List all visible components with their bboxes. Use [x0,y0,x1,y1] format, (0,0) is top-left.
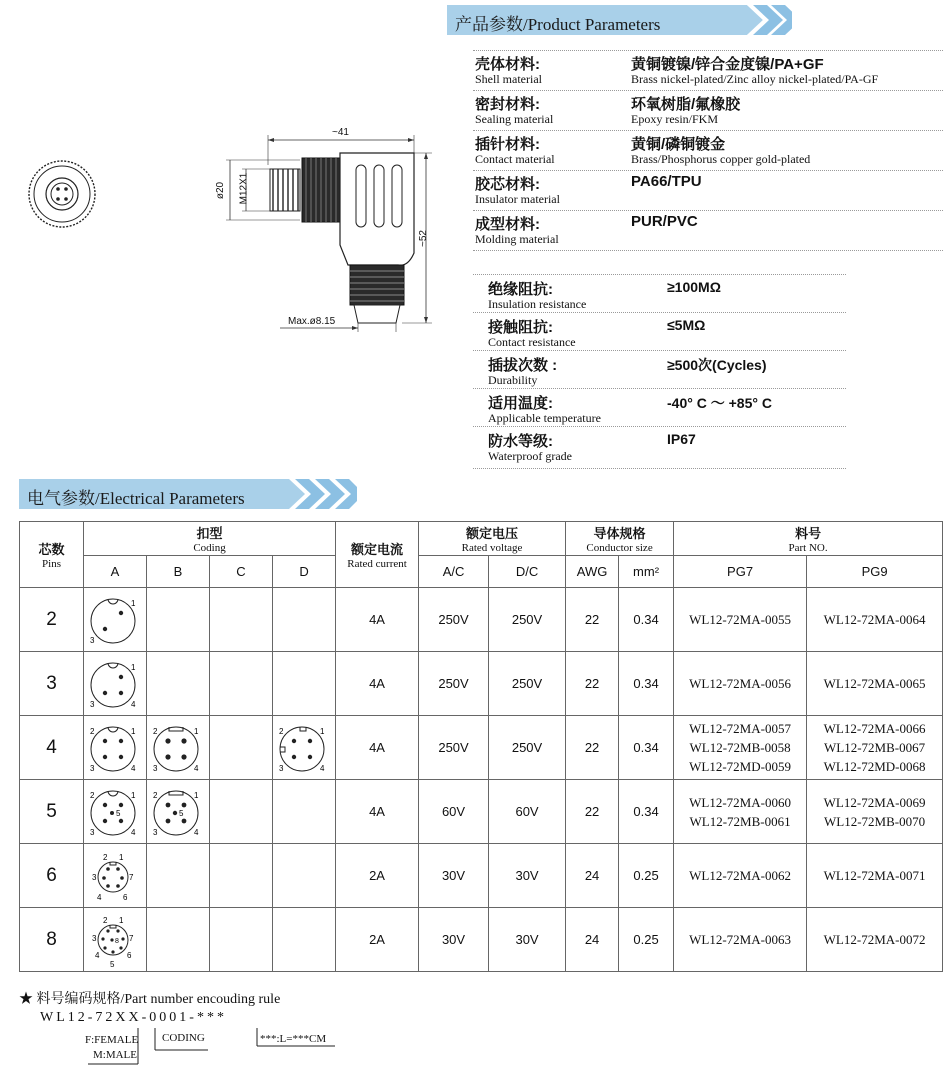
svg-text:7: 7 [129,872,134,882]
svg-text:3: 3 [92,872,97,882]
svg-text:2: 2 [90,726,95,736]
svg-text:3: 3 [153,763,158,773]
svg-text:6: 6 [123,892,128,902]
ac-header: A/C [419,556,489,588]
material-row: 成型材料: Molding material PUR/PVC [473,211,943,251]
svg-text:1: 1 [119,852,124,862]
coding-a-pin-diagram [84,780,147,844]
material-row: 密封材料: Sealing material 环氧树脂/氟橡胶 Epoxy resin/FKM [473,91,943,131]
voltage-header: 额定电压 Rated voltage [419,522,566,556]
electrical-parameters-banner [19,479,364,509]
product-parameters-title: 产品参数/Product Parameters [455,15,661,34]
svg-text:1: 1 [131,726,136,736]
thread-dimension-label: M12X1 [238,172,250,205]
svg-text:6: 6 [127,950,132,960]
coding-b-pin-diagram [147,780,210,844]
svg-text:4: 4 [95,950,100,960]
current-header: 额定电流 Rated current [336,522,419,588]
coding-c-header: C [210,556,273,588]
svg-text:3: 3 [90,699,95,709]
material-row: 壳体材料: Shell material 黄铜镀镍/锌合金度镍/PA+GF Brass nickel-plated/Zinc alloy nickel-plated/PA-GF [473,51,943,91]
pg7-header: PG7 [674,556,807,588]
encoding-note-coding: CODING [162,1032,205,1044]
svg-text:5: 5 [110,959,115,969]
table-row: 5 5 1 2 3 4 5 1 2 3 4 4A 60V 60V 22 0.34 WL12-72MA-0060 WL12-72MB-0061 WL12-72MA-0069 WL12-72MB-0070 [20,780,943,844]
awg-header: AWG [566,556,619,588]
coding-a-header: A [84,556,147,588]
svg-text:1: 1 [131,790,136,800]
svg-text:1: 1 [320,726,325,736]
svg-text:1: 1 [131,662,136,672]
coding-header: 扣型 Coding [84,522,336,556]
svg-text:2: 2 [279,726,284,736]
svg-text:3: 3 [279,763,284,773]
coding-d-pin-diagram [273,716,336,780]
svg-text:5: 5 [179,808,184,818]
svg-text:1: 1 [194,790,199,800]
svg-text:2: 2 [90,790,95,800]
connector-front-view-drawing [14,145,114,245]
encoding-rule-title: ★ 料号编码规格/Part number encouding rule [19,992,281,1007]
part-number-header: 料号 Part NO. [674,522,943,556]
height-dimension-label: ~52 [417,230,429,247]
mm2-header: mm² [619,556,674,588]
svg-text:2: 2 [103,915,108,925]
performance-row: 接触阻抗: Contact resistance ≤5MΩ [473,313,846,351]
svg-text:8: 8 [115,937,119,945]
encoding-note-female: F:FEMALE [85,1034,139,1046]
table-row: 2 1 3 4A 250V 250V 22 0.34 WL12-72MA-0055 WL12-72MA-0064 [20,588,943,652]
coding-d-header: D [273,556,336,588]
svg-text:3: 3 [90,763,95,773]
svg-text:4: 4 [320,763,325,773]
svg-text:4: 4 [97,892,102,902]
diameter-dimension-label: ø20 [215,181,227,200]
table-row: 3 1 3 4 4A 250V 250V 22 0.34 WL12-72MA-0056 WL12-72MA-0065 [20,652,943,716]
connector-side-view-drawing [210,125,440,340]
svg-text:2: 2 [153,790,158,800]
coding-a-pin-diagram [84,716,147,780]
svg-text:3: 3 [90,635,95,645]
conductor-header: 导体规格 Conductor size [566,522,674,556]
svg-text:7: 7 [129,933,134,943]
pg9-header: PG9 [807,556,943,588]
product-parameters-banner [447,5,792,35]
svg-text:4: 4 [194,827,199,837]
coding-a-pin-diagram [84,588,147,652]
electrical-parameters-title: 电气参数/Electrical Parameters [27,489,245,508]
svg-text:4: 4 [131,827,136,837]
cable-dimension-label: Max.ø8.15 [288,316,336,327]
coding-a-pin-diagram [84,652,147,716]
svg-text:1: 1 [119,915,124,925]
performance-row: 防水等级: Waterproof grade IP67 [473,427,846,469]
svg-text:5: 5 [116,808,121,818]
svg-text:2: 2 [153,726,158,736]
coding-b-header: B [147,556,210,588]
encoding-rule-code: WL12-72XX-0001-*** [40,1010,227,1025]
svg-text:3: 3 [153,827,158,837]
table-row: 8 8 2 1 3 7 4 6 5 2A 30V 30V 24 0.25 WL12-72MA-0063 WL12-72MA-0072 [20,908,943,972]
performance-row: 绝缘阻抗: Insulation resistance ≥100MΩ [473,275,846,313]
svg-text:1: 1 [194,726,199,736]
coding-a-pin-diagram [84,908,147,972]
width-dimension-label: ~41 [332,127,349,138]
table-row: 4 1 2 3 4 1 2 3 4 1 2 3 4 4A 250V 250V 22 0.34 WL12-72MA-0057 WL12-72MB-0058 WL12-72MD-0059 WL12-72MA-0066 WL12-72MB-0067 WL12-72MD-0068 [20,716,943,780]
svg-text:3: 3 [92,933,97,943]
encoding-note-length: ***:L=***CM [260,1033,327,1045]
dc-header: D/C [489,556,566,588]
pins-header: 芯数 Pins [20,522,84,588]
svg-text:4: 4 [194,763,199,773]
coding-a-pin-diagram [84,844,147,908]
svg-text:2: 2 [103,852,108,862]
performance-row: 插拔次数 : Durability ≥500次(Cycles) [473,351,846,389]
performance-row: 适用温度: Applicable temperature -40° C ～ +85° C [473,389,846,427]
encoding-note-male: M:MALE [93,1049,137,1061]
table-row: 6 2 1 3 7 4 6 2A 30V 30V 24 0.25 WL12-72MA-0062 WL12-72MA-0071 [20,844,943,908]
material-row: 胶芯材料: Insulator material PA66/TPU [473,171,943,211]
svg-text:1: 1 [131,598,136,608]
svg-text:4: 4 [131,763,136,773]
material-row: 插针材料: Contact material 黄铜/磷铜镀金 Brass/Phosphorus copper gold-plated [473,131,943,171]
svg-text:4: 4 [131,699,136,709]
coding-b-pin-diagram [147,716,210,780]
svg-text:3: 3 [90,827,95,837]
electrical-parameters-table [19,521,943,972]
